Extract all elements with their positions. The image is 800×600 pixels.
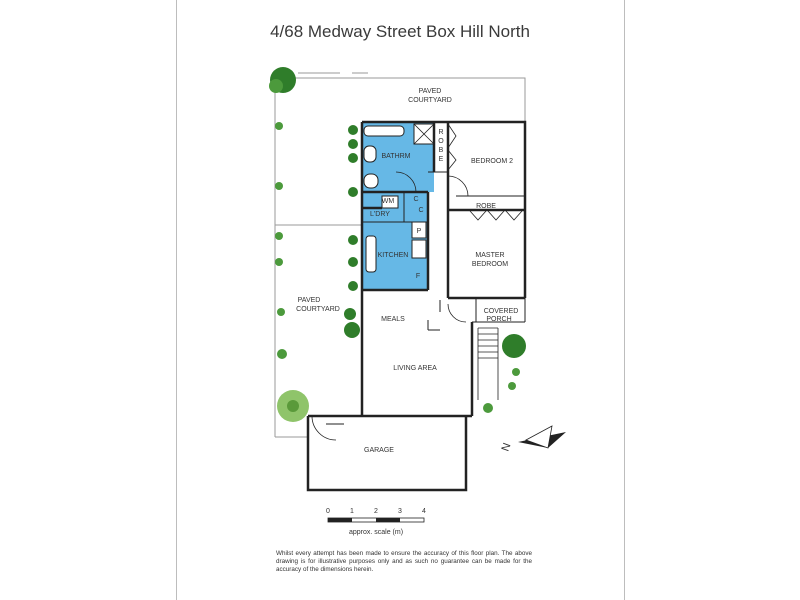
- label-bedroom-2: BEDROOM 2: [470, 158, 514, 165]
- shrub-icon: [512, 368, 520, 376]
- shrub-icon: [277, 308, 285, 316]
- scale-tick-4: 4: [422, 508, 426, 515]
- north-label: N: [499, 441, 514, 454]
- label-kitchen: KITCHEN: [377, 252, 409, 259]
- label-paved-courtyard-left-2: COURTYARD: [296, 306, 340, 313]
- label-garage: GARAGE: [364, 447, 394, 454]
- shrub-icon: [348, 235, 358, 245]
- palm-core-icon: [287, 400, 299, 412]
- porch-steps: [478, 328, 498, 400]
- label-robe-o: O: [438, 138, 444, 145]
- shrub-icon: [483, 403, 493, 413]
- label-c-1: C: [413, 196, 419, 203]
- label-paved-courtyard-top-1: PAVED: [418, 88, 442, 95]
- shrub-icon: [269, 79, 283, 93]
- label-master-bedroom-2: BEDROOM: [471, 261, 509, 268]
- label-paved-courtyard-left-1: PAVED: [297, 297, 321, 304]
- shrub-icon: [275, 258, 283, 266]
- label-c-2: C: [418, 207, 424, 214]
- shrub-icon: [348, 281, 358, 291]
- label-covered-porch-1: COVERED: [483, 308, 519, 315]
- shrub-icon: [348, 153, 358, 163]
- label-wm: WM: [381, 198, 395, 205]
- scale-tick-3: 3: [398, 508, 402, 515]
- north-arrow-icon: [518, 426, 566, 448]
- label-robe-master: ROBE: [476, 203, 496, 210]
- shrub-icon: [344, 322, 360, 338]
- label-living-area: LIVING AREA: [393, 365, 437, 372]
- label-bathrm: BATHRM: [381, 153, 411, 160]
- label-master-bedroom-1: MASTER: [475, 252, 505, 259]
- shrub-icon: [508, 382, 516, 390]
- label-f: F: [415, 273, 421, 280]
- shrub-icon: [275, 182, 283, 190]
- shrub-icon: [348, 139, 358, 149]
- scale-tick-2: 2: [374, 508, 378, 515]
- label-robe-r: R: [438, 129, 444, 136]
- label-robe-e: E: [438, 156, 444, 163]
- plan-title: 4/68 Medway Street Box Hill North: [270, 22, 530, 41]
- shrub-icon: [275, 122, 283, 130]
- label-robe-b: B: [438, 147, 444, 154]
- label-meals: MEALS: [381, 316, 405, 323]
- label-ldry: L'DRY: [370, 211, 390, 218]
- label-covered-porch-2: PORCH: [486, 316, 512, 323]
- tree-icon: [502, 334, 526, 358]
- shrub-icon: [348, 257, 358, 267]
- scale-caption: approx. scale (m): [348, 529, 404, 536]
- shrub-icon: [275, 232, 283, 240]
- scale-bar: [326, 508, 426, 536]
- disclaimer: Whilst every attempt has been made to ensure the accuracy of this floor plan. The above drawing is for illustrative purposes only and as such no guarantee can be made for the accuracy of the dimensions herein.: [276, 550, 532, 573]
- scale-tick-1: 1: [350, 508, 354, 515]
- label-p: P: [416, 228, 422, 235]
- shrub-icon: [277, 349, 287, 359]
- label-paved-courtyard-top-2: COURTYARD: [408, 97, 452, 104]
- shrub-icon: [348, 125, 358, 135]
- shrub-icon: [344, 308, 356, 320]
- scale-tick-0: 0: [326, 508, 330, 515]
- shrub-icon: [348, 187, 358, 197]
